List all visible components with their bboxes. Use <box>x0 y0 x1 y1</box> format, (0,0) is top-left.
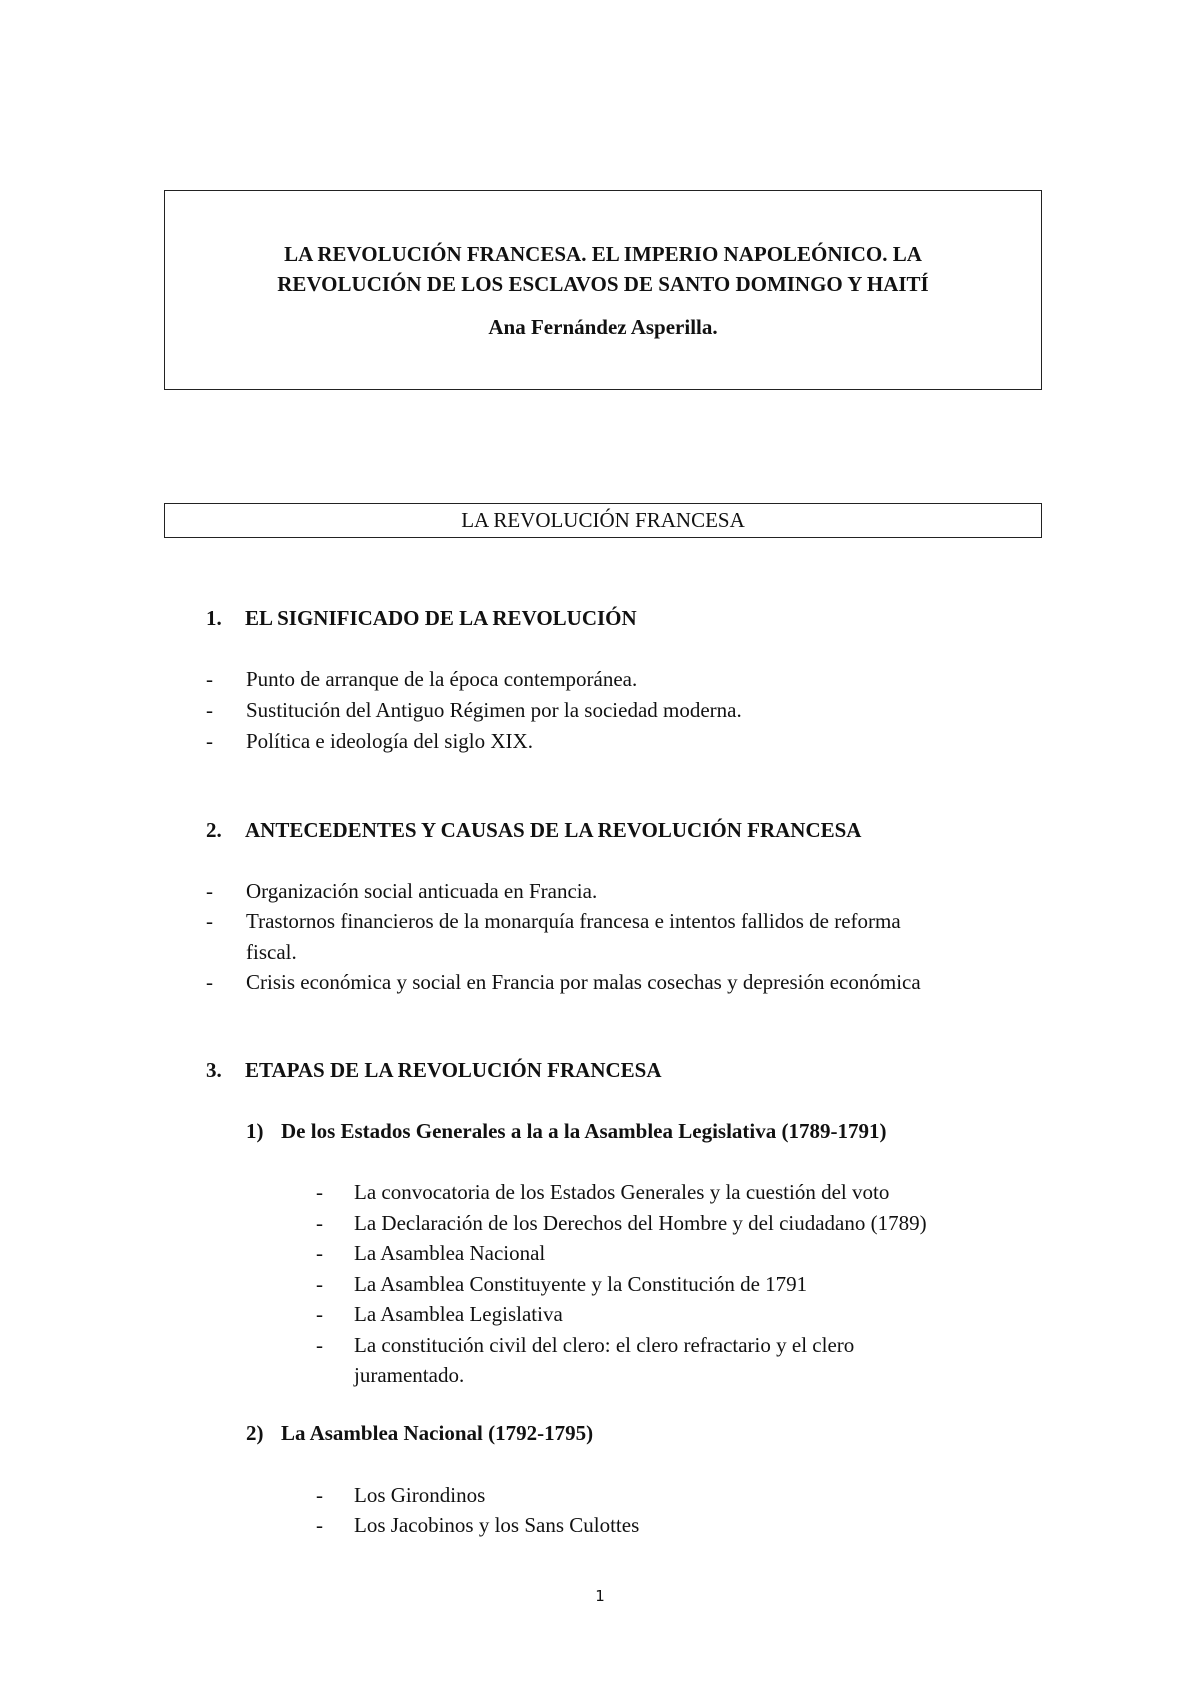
list-item-text: juramentado. <box>354 1363 465 1387</box>
list-item <box>206 695 1036 726</box>
bullet-dash: - <box>316 1211 323 1235</box>
bullet-dash: - <box>206 909 213 933</box>
subsection-heading-2 <box>246 1418 593 1448</box>
list-item <box>206 967 1036 998</box>
document-author: Ana Fernández Asperilla. <box>488 315 718 339</box>
section-heading-text: ETAPAS DE LA REVOLUCIÓN FRANCESA <box>245 1058 662 1082</box>
section-heading-2 <box>206 815 861 845</box>
list-item <box>316 1510 1036 1541</box>
bullet-dash: - <box>206 970 213 994</box>
list-item-text: Los Jacobinos y los Sans Culottes <box>354 1513 640 1537</box>
bullet-dash: - <box>206 667 213 691</box>
list-item-text: La convocatoria de los Estados Generales y la cuestión del voto <box>354 1180 890 1204</box>
list-item-text: La constitución civil del clero: el clero refractario y el clero <box>354 1333 855 1357</box>
list-item-text: La Asamblea Constituyente y la Constitución de 1791 <box>354 1272 808 1296</box>
bullet-dash: - <box>316 1483 323 1507</box>
list-item-text: Organización social anticuada en Francia. <box>246 879 598 903</box>
section-heading-3 <box>206 1055 662 1085</box>
bullet-dash: - <box>316 1180 323 1204</box>
list-item <box>316 1208 1036 1239</box>
list-item-text: La Asamblea Legislativa <box>354 1302 563 1326</box>
section-number: 2. <box>206 818 222 842</box>
list-item-continuation <box>206 937 1036 968</box>
list-item <box>206 664 1036 695</box>
subsection-heading-text: De los Estados Generales a la a la Asamblea Legislativa (1789-1791) <box>281 1119 887 1143</box>
list-item-text: Política e ideología del siglo XIX. <box>246 729 533 753</box>
list-item <box>316 1177 1036 1208</box>
list-item-text: Trastornos financieros de la monarquía francesa e intentos fallidos de reforma <box>246 909 901 933</box>
bullet-dash: - <box>206 879 213 903</box>
bullet-dash: - <box>316 1333 323 1357</box>
subsection-heading-text: La Asamblea Nacional (1792-1795) <box>281 1421 594 1445</box>
section-number: 1. <box>206 606 222 630</box>
list-item <box>206 726 1036 757</box>
section-heading-text: EL SIGNIFICADO DE LA REVOLUCIÓN <box>245 606 637 630</box>
list-item-text: Sustitución del Antiguo Régimen por la sociedad moderna. <box>246 698 742 722</box>
list-item-continuation <box>316 1360 1036 1391</box>
bullet-dash: - <box>316 1272 323 1296</box>
list-item-text: fiscal. <box>246 940 297 964</box>
list-item <box>316 1238 1036 1269</box>
list-item-text: La Asamblea Nacional <box>354 1241 546 1265</box>
subsection-number: 1) <box>246 1119 264 1143</box>
subsection-number: 2) <box>246 1421 264 1445</box>
list-item <box>316 1269 1036 1300</box>
list-item <box>206 906 1036 937</box>
bullet-dash: - <box>316 1513 323 1537</box>
bullet-dash: - <box>206 729 213 753</box>
section-heading-1 <box>206 603 637 633</box>
section-number: 3. <box>206 1058 222 1082</box>
bullet-dash: - <box>206 698 213 722</box>
list-item <box>206 876 1036 907</box>
list-item <box>316 1330 1036 1361</box>
section-heading-text: ANTECEDENTES Y CAUSAS DE LA REVOLUCIÓN FRANCESA <box>245 818 862 842</box>
list-item-text: Punto de arranque de la época contemporánea. <box>246 667 638 691</box>
list-item-text: La Declaración de los Derechos del Hombre y del ciudadano (1789) <box>354 1211 927 1235</box>
list-item-text: Los Girondinos <box>354 1483 486 1507</box>
bullet-dash: - <box>316 1241 323 1265</box>
section-title-box: LA REVOLUCIÓN FRANCESA <box>164 503 1042 538</box>
page-number: 1 <box>595 1587 605 1605</box>
list-item-text: Crisis económica y social en Francia por malas cosechas y depresión económica <box>246 970 921 994</box>
list-item <box>316 1480 1036 1511</box>
document-title-line-1: LA REVOLUCIÓN FRANCESA. EL IMPERIO NAPOLEÓNICO. LA <box>284 242 922 266</box>
bullet-dash: - <box>316 1302 323 1326</box>
list-item <box>316 1299 1036 1330</box>
document-title-box <box>164 190 1042 390</box>
subsection-heading-1 <box>246 1116 886 1146</box>
document-title-line-2: REVOLUCIÓN DE LOS ESCLAVOS DE SANTO DOMINGO Y HAITÍ <box>277 272 929 296</box>
